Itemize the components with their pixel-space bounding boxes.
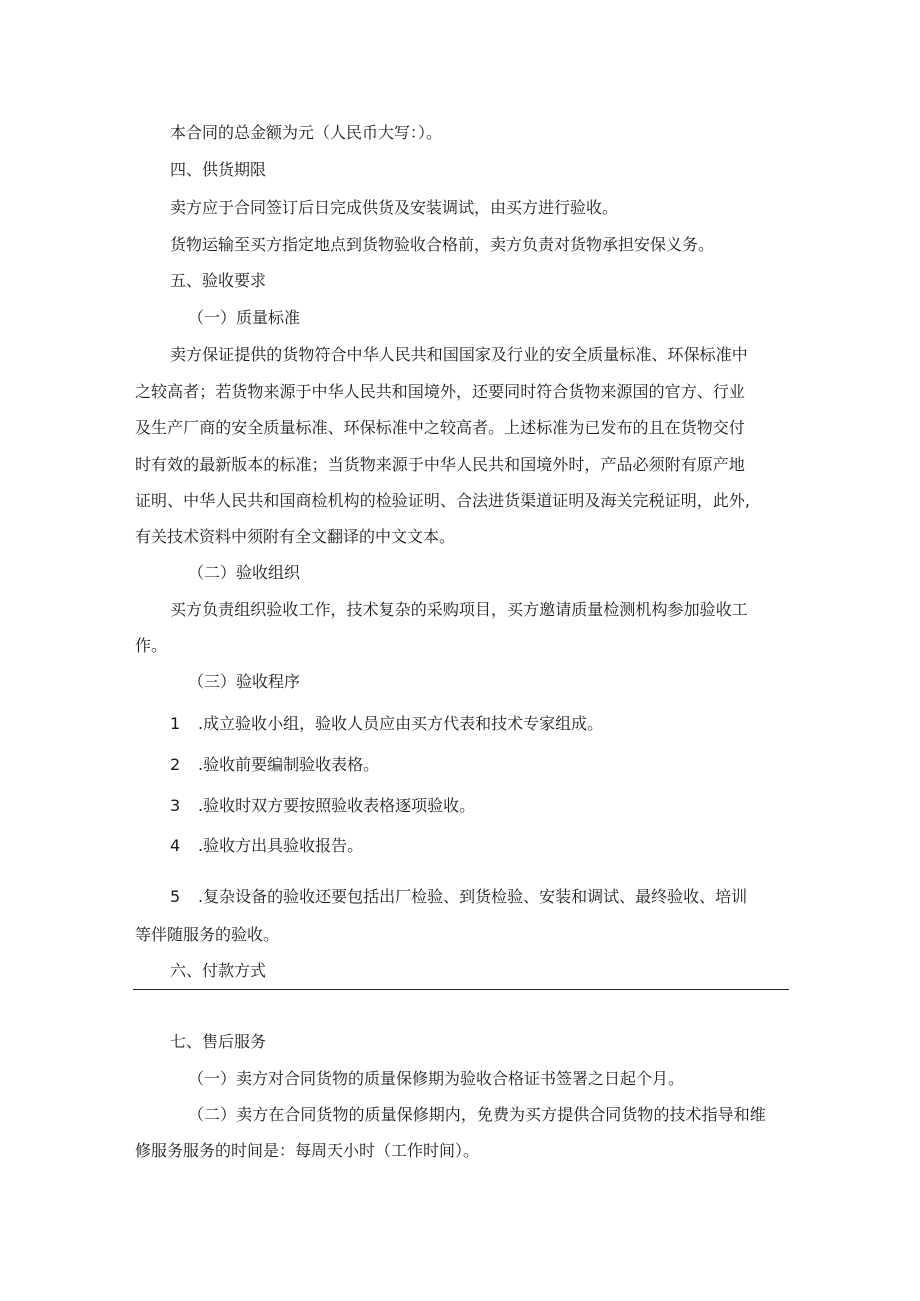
quality-standard-line: 卖方保证提供的货物符合中华人民共和国国家及行业的安全质量标准、环保标准中 bbox=[170, 345, 748, 364]
procedure-text: .复杂设备的验收还要包括出厂检验、到货检验、安装和调试、最终验收、培训 bbox=[198, 887, 748, 906]
section-6-title: 六、付款方式 bbox=[170, 961, 267, 980]
section-5-sub-2-title: （二）验收组织 bbox=[188, 563, 301, 582]
quality-standard-line: 及生产厂商的安全质量标准、环保标准中之较高者。上述标准为已发布的且在货物交付 bbox=[135, 418, 745, 437]
procedure-item bbox=[170, 836, 363, 856]
procedure-item bbox=[170, 887, 747, 907]
procedure-text: .验收前要编制验收表格。 bbox=[198, 755, 380, 774]
after-sales-service-line: （二）卖方在合同货物的质量保修期内，免费为买方提供合同货物的技术指导和维 bbox=[188, 1105, 766, 1124]
procedure-number: 1 bbox=[170, 714, 181, 733]
acceptance-org-line: 买方负责组织验收工作，技术复杂的采购项目，买方邀请质量检测机构参加验收工 bbox=[170, 600, 748, 619]
section-5-title: 五、验收要求 bbox=[170, 271, 267, 290]
procedure-number: 5 bbox=[170, 887, 181, 906]
quality-standard-line: 有关技术资料中须附有全文翻译的中文文本。 bbox=[135, 527, 456, 546]
warranty-period-line: （一）卖方对合同货物的质量保修期为验收合格证书签署之日起个月。 bbox=[188, 1069, 685, 1088]
procedure-item bbox=[170, 796, 475, 816]
section-4-paragraph-1: 卖方应于合同签订后日完成供货及安装调试，由买方进行验收。 bbox=[170, 198, 619, 217]
total-amount-line: 本合同的总金额为元（人民币大写：）。 bbox=[170, 123, 443, 142]
section-4-paragraph-2: 货物运输至买方指定地点到货物验收合格前，卖方负责对货物承担安保义务。 bbox=[170, 235, 715, 254]
horizontal-divider bbox=[133, 989, 789, 990]
quality-standard-line: 时有效的最新版本的标准；当货物来源于中华人民共和国境外时，产品必须附有原产地 bbox=[135, 455, 745, 474]
procedure-item bbox=[170, 714, 603, 734]
procedure-text: .验收方出具验收报告。 bbox=[198, 836, 364, 855]
procedure-text: .验收时双方要按照验收表格逐项验收。 bbox=[198, 796, 476, 815]
procedure-5-continuation: 等伴随服务的验收。 bbox=[135, 925, 280, 944]
section-4-title: 四、供货期限 bbox=[170, 160, 267, 179]
quality-standard-line: 之较高者；若货物来源于中华人民共和国境外，还要同时符合货物来源国的官方、行业 bbox=[135, 382, 745, 401]
section-7-title: 七、售后服务 bbox=[170, 1032, 267, 1051]
procedure-number: 4 bbox=[170, 836, 181, 855]
acceptance-org-line: 作。 bbox=[135, 636, 168, 655]
procedure-number: 3 bbox=[170, 796, 181, 815]
section-5-sub-3-title: （三）验收程序 bbox=[188, 672, 301, 691]
procedure-number: 2 bbox=[170, 755, 181, 774]
quality-standard-line: 证明、中华人民共和国商检机构的检验证明、合法进货渠道证明及海关完税证明，此外, bbox=[135, 491, 751, 510]
section-5-sub-1-title: （一）质量标准 bbox=[188, 308, 301, 327]
procedure-item bbox=[170, 755, 379, 775]
procedure-text: .成立验收小组，验收人员应由买方代表和技术专家组成。 bbox=[198, 714, 604, 733]
after-sales-service-line: 修服务服务的时间是：每周天小时（工作时间）。 bbox=[135, 1141, 480, 1160]
